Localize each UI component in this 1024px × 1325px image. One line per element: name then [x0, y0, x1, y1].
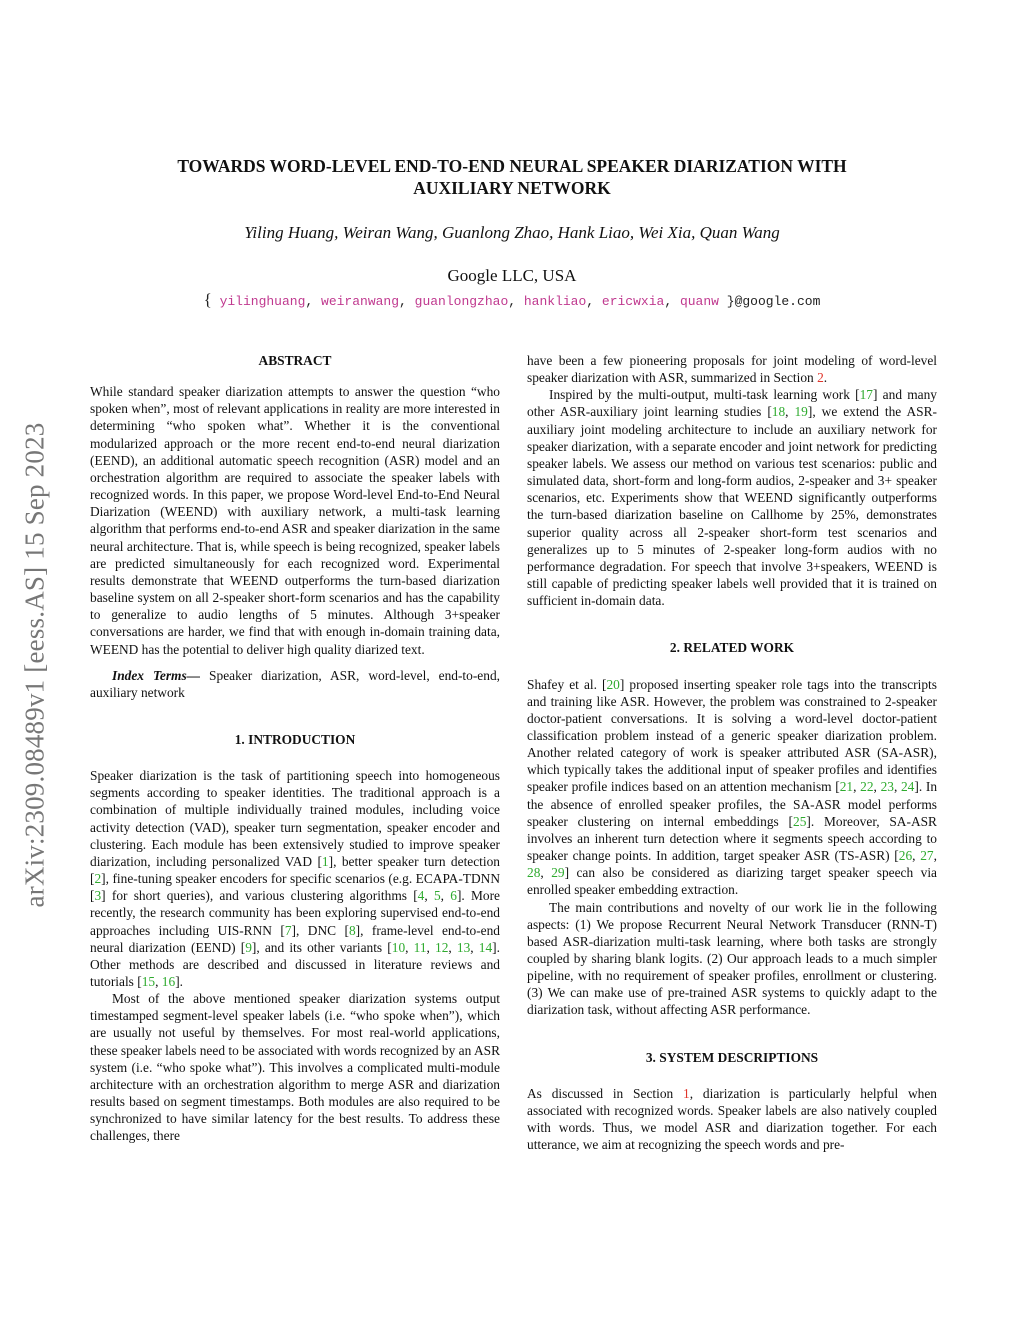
author-list: Yiling Huang, Weiran Wang, Guanlong Zhao, Hank Liao, Wei Xia, Quan Wang	[244, 223, 780, 242]
arxiv-identifier[interactable]: arXiv:2309.08489v1 [eess.AS] 15 Sep 2023	[19, 422, 50, 908]
related-paragraph-1: Shafey et al. [20] proposed inserting speaker role tags into the transcripts and training like ASR. However, the problem was constrained to 2-speaker doctor-patient conversations. It is solving a word-level doctor-patient classification problem instead of a generic speaker diarization problem. Another related category of work is speaker attributed ASR (SA-ASR), which typically takes the additional input of speaker profiles and identifies speaker profile indices based on an attention mechanism [21, 22, 23, 24]. In the absence of enrolled speaker profiles, the SA-ASR model performs speaker clustering on internal embeddings [25]. Moreover, SA-ASR involves an inherent turn detection where it segments speech according to speaker change points. In addition, target speaker ASR (TS-ASR) [26, 27, 28, 29] can also be considered as diarizing target speaker speech via enrolled speaker embedding extraction.	[527, 676, 938, 898]
index-terms-label: Index Terms—	[112, 667, 201, 683]
intro-continued	[527, 352, 937, 386]
email-name[interactable]: yilinghuang	[219, 294, 306, 309]
right-column	[527, 352, 937, 1153]
email-line: { yilinghuang, weiranwang, guanlongzhao, hankliao, ericwxia, quanw }@google.com	[203, 290, 821, 309]
body-text: have been a few pioneering proposals for joint modeling of word-level speaker diarization with ASR, summarized in Section	[527, 353, 937, 386]
intro-text: ], frame-level end-to-end neural diarization (EEND) [	[90, 922, 500, 955]
email-name[interactable]: hankliao	[523, 294, 587, 309]
email-domain: }@google.com	[726, 294, 821, 309]
body-text: ] proposed inserting speaker role tags into the transcripts and training like ASR. However, the problem was constrained to 2-speaker doctor-patient conversations. It is solving a word-level doctor-patient classification problem instead of a generic speaker diarization problem. Another related category of work is speaker attributed ASR (SA-ASR), which typically takes the additional input of speaker profiles and identifies speaker profile indices based on an attention mechanism [	[527, 676, 937, 795]
citation-link[interactable]: 25	[793, 813, 807, 829]
intro-heading: 1. INTRODUCTION	[234, 731, 356, 747]
citation-link[interactable]: 6	[450, 888, 457, 904]
body-text: , diarization is particularly helpful when associated with recognized words. Speaker labels are also natively coupled with words. Thus, we model ASR and diarization together. For each utterance, we aim at recognizing the speech words and pre-	[527, 1085, 937, 1153]
body-text: Shafey et al. [	[527, 676, 607, 692]
citation-link[interactable]: 5	[433, 888, 441, 904]
system-heading: 3. SYSTEM DESCRIPTIONS	[645, 1049, 819, 1065]
citation-link[interactable]: 12	[435, 939, 449, 955]
citation-link[interactable]: 8	[348, 922, 356, 938]
citation-link[interactable]: 27	[920, 848, 934, 864]
intro-text: ], and its other variants [	[251, 939, 392, 955]
intro-text: ]. More recently, the research community has been exploring supervised end-to-end approaches including UIS-RNN [	[90, 888, 500, 938]
citation-link[interactable]: 1	[321, 853, 329, 869]
section-ref-link[interactable]: 1	[683, 1085, 690, 1101]
intro-text: ] for short queries), and various clustering algorithms [	[101, 888, 418, 904]
intro-text: ].	[175, 974, 183, 989]
body-text: ]. In the absence of enrolled speaker profiles, the SA-ASR model performs speaker clustering on internal embeddings [	[527, 779, 938, 829]
index-terms-text: Speaker diarization, ASR, word-level, end-to-end, auxiliary network	[90, 667, 500, 700]
paper-title	[60, 155, 964, 199]
system-paragraph-1	[527, 1085, 937, 1154]
intro-paragraph-3: Inspired by the multi-output, multi-task learning work [17] and many other ASR-auxiliary joint learning studies [18, 19], we extend the ASR-auxiliary joint modeling architecture to include an auxiliary network for speaker diarization, with a separate encoder and joint network for predicting speaker labels. We assess our method on various test scenarios: public and simulated data, short-form and long-form audios, 2-speaker and 3+ speaker scenarios, etc. Experiments show that WEEND significantly outperforms the turn-based diarization baseline on Callhome by 25%, demonstrates superior quality across all 2-speaker short-form test scenarios and generalizes up to 5 minutes of 2-speaker long-form audios with no performance degradation. For speech that involve 3+speakers, WEEND is still capable of predicting speaker labels well provided that it is trained on sufficient in-domain data.	[527, 387, 937, 609]
email-name[interactable]: ericwxia	[601, 294, 665, 309]
intro-text: ], DNC [	[291, 922, 349, 938]
citation-link[interactable]: 15	[141, 974, 156, 989]
intro-text: Speaker diarization is the task of partitioning speech into homogeneous segments according to speaker identities. The traditional approach is a combination of multiple individually trained modules, including voice activity detection (VAD), speaker turn segmentation, speaker encoder and clustering. Each module has been extensively studied to improve speaker diarization, including personalized VAD [	[90, 768, 500, 869]
email-name[interactable]: guanlongzhao	[414, 294, 509, 309]
citation-link[interactable]: 22	[860, 779, 874, 795]
body-text: ], we extend the ASR-auxiliary joint modeling architecture to include an auxiliary network for speaker diarization, with a separate encoder and joint network for predicting speaker labels. We assess our method on various test scenarios: public and simulated data, short-form and long-form audios, 2-speaker and 3+ speaker scenarios, etc. Experiments show that WEEND significantly outperforms the turn-based diarization baseline on Callhome by 25%, demonstrates superior quality across all 2-speaker short-form test scenarios and generalizes up to 5 minutes of 2-speaker long-form audios with no performance degradation. For speech that involve 3+speakers, WEEND is still capable of predicting speaker labels well provided that it is trained on sufficient in-domain data.	[527, 404, 937, 609]
citation-link[interactable]: 23	[880, 779, 894, 795]
email-name[interactable]: weiranwang	[321, 294, 400, 309]
citation-link[interactable]: 21	[839, 779, 854, 795]
citation-link[interactable]: 17	[859, 387, 873, 403]
body-text: As discussed in Section	[527, 1085, 684, 1101]
body-text: Inspired by the multi-output, multi-task learning work [	[549, 387, 860, 403]
citation-link[interactable]: 28	[527, 865, 541, 881]
related-work-heading: 2. RELATED WORK	[669, 640, 795, 656]
body-text: .	[823, 370, 828, 386]
related-paragraph-2: The main contributions and novelty of our work lie in the following aspects: (1) We propose Recurrent Neural Network Transducer (RNN-T) based ASR-diarization multi-task learning, where both tasks are strongly coupled by sharing blank logits. (2) Our approach leads to a much simpler pipeline, with no requirement of speaker profiles, enrollment or clustering. (3) We can make use of pre-trained ASR systems to quickly adapt to the diarization task, without affecting ASR performance.	[527, 899, 937, 1018]
section-ref-link[interactable]: 2	[817, 370, 824, 386]
body-text: ] can also be considered as diarizing target speaker speech via enrolled speaker embedding extraction.	[527, 865, 937, 898]
citation-link[interactable]: 7	[284, 922, 292, 938]
title-line-2: AUXILIARY NETWORK	[413, 178, 611, 198]
citation-link[interactable]: 13	[456, 939, 471, 955]
email-name[interactable]: quanw	[679, 294, 719, 309]
citation-link[interactable]: 14	[478, 939, 493, 955]
citation-link[interactable]: 29	[551, 865, 565, 881]
intro-text: ], fine-tuning speaker encoders for specific scenarios (e.g. ECAPA-TDNN [	[90, 871, 500, 904]
left-column	[90, 352, 500, 1145]
citation-link[interactable]: 19	[794, 404, 808, 420]
affiliation: Google LLC, USA	[447, 266, 577, 285]
citation-link[interactable]: 2	[94, 871, 102, 887]
citation-link[interactable]: 4	[417, 888, 425, 904]
citation-link[interactable]: 10	[391, 939, 406, 955]
intro-text: ], better speaker turn detection [	[90, 853, 501, 887]
email-open-brace: {	[203, 290, 212, 309]
citation-link[interactable]: 9	[245, 939, 252, 955]
intro-text: ]. Other methods are described and discussed in literature reviews and tutorials [	[90, 939, 500, 989]
body-text: ]. Moreover, SA-ASR involves an inherent turn detection where it segments speech according to speaker change points. In addition, target speaker ASR (TS-ASR) [	[527, 813, 937, 864]
citation-link[interactable]: 24	[900, 779, 915, 795]
intro-paragraph-2: Most of the above mentioned speaker diarization systems output timestamped segment-level speaker labels (i.e. “who spoke when”), which are usually not useful by themselves. For most real-world applications, these speaker labels need to be associated with words recognized by an ASR system (i.e. “who spoke what”). This involves a complicated multi-module architecture with an orchestration algorithm to merge ASR and diarization results based on segment timestamps. Both modules are also required to be synchronized to have similar latency for the best results. To address these challenges, there	[90, 991, 500, 1144]
index-terms	[90, 667, 500, 701]
abstract-text: While standard speaker diarization attempts to answer the question “who spoken when”, most of relevant applications in reality are more interested in determining “who spoken what”. Whether it is the conventional modularized approach or the more recent end-to-end neural diarization (EEND), an additional automatic speech recognition (ASR) model and an orchestration algorithm are required to associate the speaker labels with recognized words. In this paper, we propose Word-level End-to-End Neural Diarization (WEEND) with auxiliary network, a multi-task learning algorithm that performs end-to-end ASR and speaker diarization in the same neural architecture. That is, while speech is being recognized, speaker labels are predicted simultaneously for each recognized word. Experimental results demonstrate that WEEND outperforms the turn-based diarization baseline system on all 2-speaker short-form scenarios and has the capability to generalize to audio lengths of 5 minutes. Although 3+speaker conversations are harder, we find that with enough in-domain training data, WEEND has the potential to deliver high quality diarized text.	[90, 384, 500, 657]
arxiv-side-stamp	[12, 345, 58, 985]
abstract-heading: ABSTRACT	[258, 353, 332, 368]
citation-link[interactable]: 11	[413, 939, 427, 955]
title-line-1: TOWARDS WORD-LEVEL END-TO-END NEURAL SPEAKER DIARIZATION WITH	[177, 156, 847, 176]
citation-link[interactable]: 20	[606, 676, 620, 692]
citation-link[interactable]: 18	[771, 404, 786, 420]
citation-link[interactable]: 3	[94, 888, 102, 904]
body-text: ] and many other ASR-auxiliary joint learning studies [	[527, 387, 937, 420]
intro-paragraph-1: Speaker diarization is the task of partitioning speech into homogeneous segments according to speaker identities. The traditional approach is a combination of multiple individually trained modules, including voice activity detection (VAD), speaker turn segmentation, speaker encoder and clustering. Each module has been extensively studied to improve speaker diarization, including personalized VAD [1], better speaker turn detection [2], fine-tuning speaker encoders for specific scenarios (e.g. ECAPA-TDNN [3] for short queries), and various clustering algorithms [4, 5, 6]. More recently, the research community has been exploring supervised end-to-end approaches including UIS-RNN [7], DNC [8], frame-level end-to-end neural diarization (EEND) [9], and its other variants [10, 11, 12, 13, 14]. Other methods are described and discussed in literature reviews and tutorials [15, 16].	[90, 768, 501, 989]
citation-link[interactable]: 16	[161, 974, 176, 989]
citation-link[interactable]: 26	[898, 848, 913, 864]
